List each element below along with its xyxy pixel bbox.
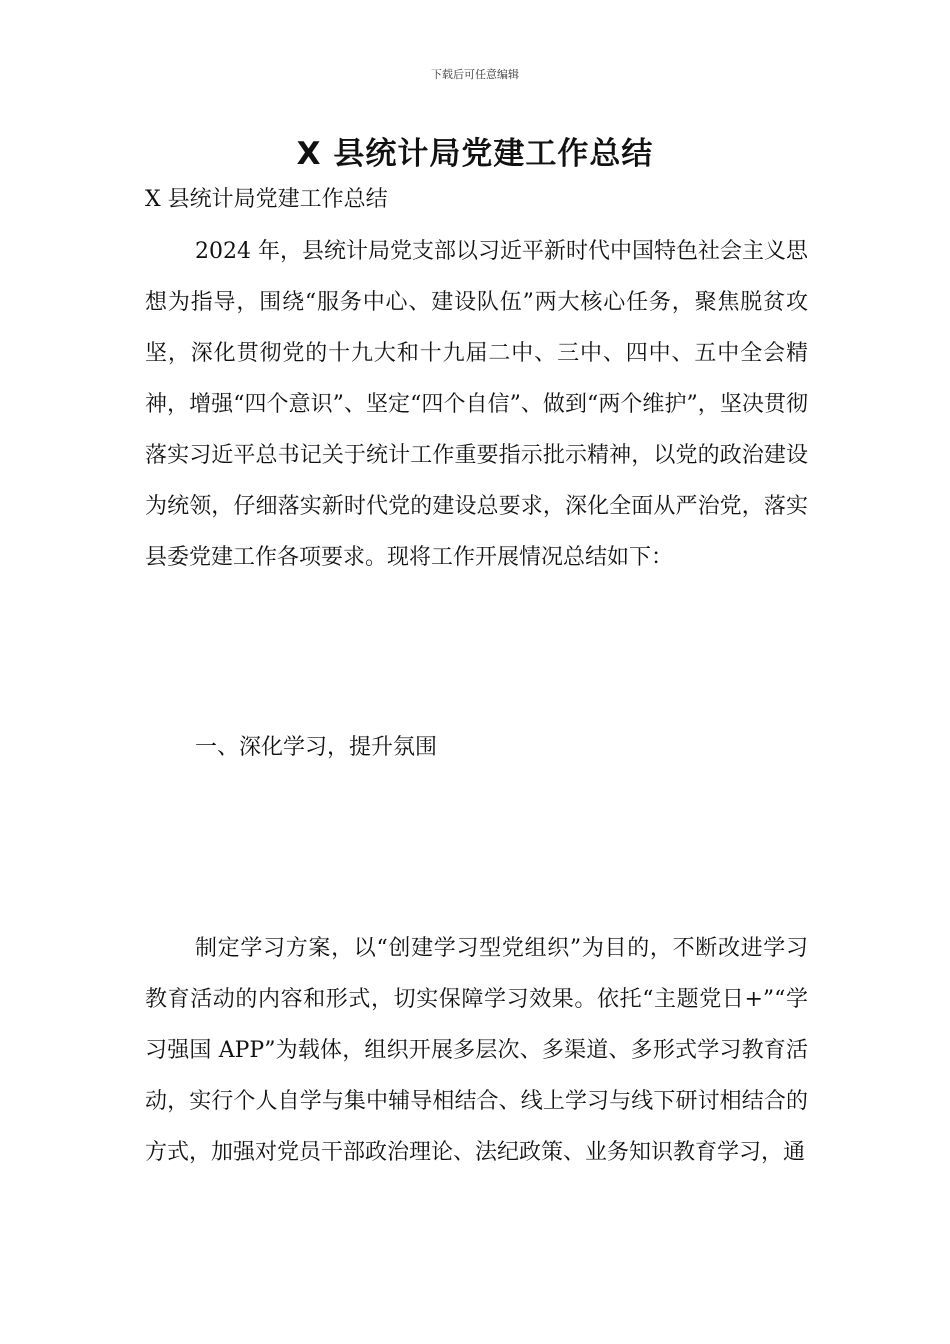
- intro-paragraph: 2024 年，县统计局党支部以习近平新时代中国特色社会主义思想为指导，围绕“服务中心、建设队伍”两大核心任务，聚焦脱贫攻坚，深化贯彻党的十九大和十九届二中、三中、四中、五中全会精神，增强“四个意识”、坚定“四个自信”、做到“两个维护”，坚决贯彻落实习近平总书记关于统计工作重要指示批示精神，以党的政治建设为统领，仔细落实新时代党的建设总要求，深化全面从严治党，落实县委党建工作各项要求。现将工作开展情况总结如下：: [145, 239, 808, 570]
- page-title: X 县统计局党建工作总结: [296, 136, 654, 172]
- section-body-paragraph: 制定学习方案，以“创建学习型党组织”为目的，不断改进学习教育活动的内容和形式，切实保障学习效果。依托“主题党日+”“学习强国 APP”为载体，组织开展多层次、多渠道、多形式学习教育活动，实行个人自学与集中辅导相结合、线上学习与线下研讨相结合的方式，加强对党员干部政治理论、法纪政策、业务知识教育学习，通: [145, 936, 808, 1165]
- header-note: 下载后可任意编辑: [431, 68, 519, 81]
- document-subtitle: X 县统计局党建工作总结: [145, 187, 388, 212]
- section-heading: 一、深化学习，提升氛围: [195, 735, 438, 760]
